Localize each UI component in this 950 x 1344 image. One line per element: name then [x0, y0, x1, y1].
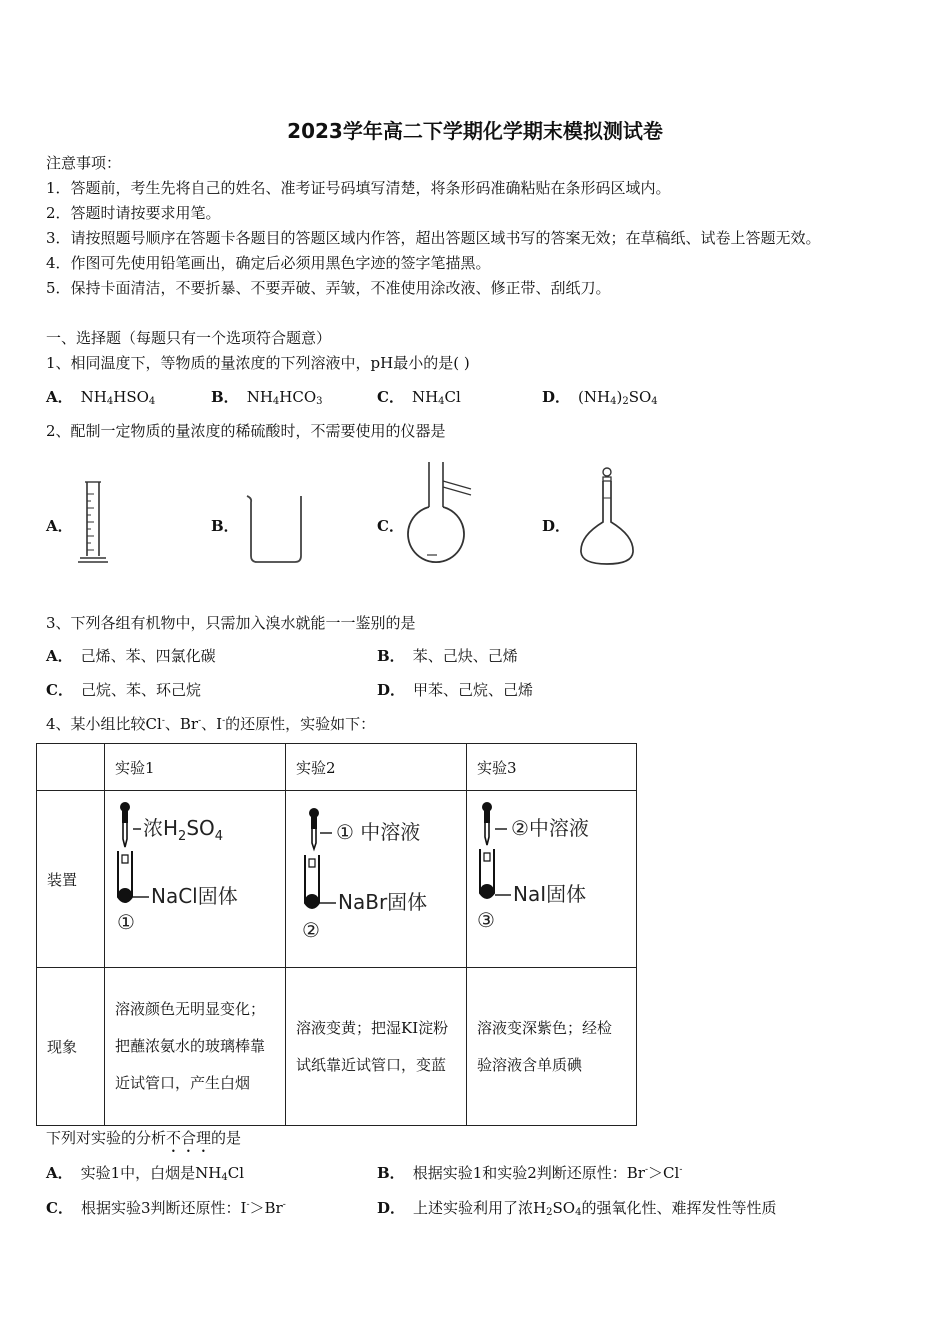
q3-option-d: D． 甲苯、己烷、己烯	[377, 681, 534, 699]
phenomenon-cell: 溶液变黄；把湿KI淀粉试纸靠近试管口，变蓝	[286, 968, 467, 1126]
solid-label: NaCl固体	[151, 884, 238, 908]
tube-number: ②	[302, 918, 320, 942]
notice-item: 4．作图可先使用铅笔画出，确定后必须用黑色字迹的签字笔描黑。	[46, 254, 491, 272]
q2-label-b: B．	[211, 517, 239, 535]
notice-item: 5．保持卡面清洁，不要折暴、不要弄破、弄皱，不准使用涂改液、修正带、刮纸刀。	[46, 279, 611, 297]
reagent-label: ① 中溶液	[336, 820, 421, 844]
notice-item: 3．请按照题号顺序在答题卡各题目的答题区域内作答，超出答题区域书写的答案无效；在草稿纸、试卷上答题无效。	[46, 229, 821, 247]
q2-label-a: A．	[46, 517, 73, 535]
phenomenon-cell: 溶液变深紫色；经检验溶液含单质碘	[467, 968, 637, 1126]
q1-option-c: C． $NH_4Cl$	[377, 388, 461, 407]
dropper-icon	[120, 802, 130, 847]
q3-option-c: C． 己烷、苯、环己烷	[46, 681, 201, 699]
reagent-label: 浓$H_2SO_4$	[143, 816, 224, 844]
table-header: 实验2	[286, 744, 467, 791]
page-title: 2023学年高二下学期化学期末模拟测试卷	[287, 119, 663, 143]
notice-heading: 注意事项：	[46, 154, 122, 172]
apparatus-cell-1	[105, 791, 286, 968]
row-label-phenomenon: 现象	[37, 968, 105, 1126]
q4-stem: 4、某小组比较Cl-、Br-、I-的还原性，实验如下：	[46, 715, 376, 733]
solid-label: NaI固体	[513, 882, 587, 906]
apparatus-diagram-2	[286, 791, 456, 963]
tube-number: ①	[117, 910, 135, 934]
reagent-label: ②中溶液	[511, 816, 589, 840]
solid-label: NaBr固体	[338, 890, 428, 914]
q4-option-b: B． 根据实验1和实验2判断还原性：Br-＞Cl-	[377, 1164, 683, 1182]
table-corner	[37, 744, 105, 791]
q4-prompt: 下列对实验的分析不合理的是	[46, 1129, 242, 1147]
beaker-icon	[243, 492, 309, 566]
q3-option-b: B． 苯、己炔、己烯	[377, 647, 518, 665]
dropper-icon	[482, 802, 492, 845]
notice-item: 1．答题前，考生先将自己的姓名、准考证号码填写清楚，将条形码准确粘贴在条形码区域内。	[46, 179, 671, 197]
test-tube-icon	[118, 851, 132, 902]
apparatus-diagram-1	[105, 791, 275, 963]
section-heading: 一、选择题（每题只有一个选项符合题意）	[46, 329, 332, 347]
experiment-table	[36, 743, 637, 1126]
q2-label-c: C．	[377, 517, 404, 535]
q1-stem: 1、相同温度下，等物质的量浓度的下列溶液中，pH最小的是( )	[46, 354, 470, 372]
q3-option-a: A． 己烯、苯、四氯化碳	[46, 647, 216, 665]
row-label-apparatus: 装置	[37, 791, 105, 968]
tube-number: ③	[477, 908, 495, 932]
q2-label-d: D．	[542, 517, 571, 535]
apparatus-cell-3	[467, 791, 637, 968]
q1-option-a: A． $NH_4HSO_4$	[46, 388, 156, 407]
test-tube-icon	[480, 849, 494, 898]
graduated-cylinder-icon	[74, 478, 114, 566]
q4-option-c: C． 根据实验3判断还原性：I-＞Br-	[46, 1199, 286, 1217]
phenomenon-cell: 溶液颜色无明显变化；把蘸浓氨水的玻璃棒靠近试管口，产生白烟	[105, 968, 286, 1126]
table-header: 实验1	[105, 744, 286, 791]
table-header: 实验3	[467, 744, 637, 791]
notice-item: 2．答题时请按要求用笔。	[46, 204, 221, 222]
q3-stem: 3、下列各组有机物中，只需加入溴水就能一一鉴别的是	[46, 614, 416, 632]
q2-stem: 2、配制一定物质的量浓度的稀硫酸时，不需要使用的仪器是	[46, 422, 446, 440]
q1-option-b: B． $NH_4HCO_3$	[211, 388, 323, 407]
apparatus-diagram-3	[467, 791, 635, 963]
dropper-icon	[309, 808, 319, 849]
test-tube-icon	[305, 855, 319, 908]
q4-option-a: A． 实验1中，白烟是$NH_4Cl$	[46, 1164, 245, 1183]
q4-option-d: D． 上述实验利用了浓$H_2SO_4$的强氧化性、难挥发性等性质	[377, 1199, 777, 1218]
volumetric-flask-icon	[576, 464, 638, 568]
apparatus-cell-2	[286, 791, 467, 968]
distillation-flask-icon	[405, 459, 477, 565]
q1-option-d: D． $(NH_4)_2SO_4$	[542, 388, 658, 407]
